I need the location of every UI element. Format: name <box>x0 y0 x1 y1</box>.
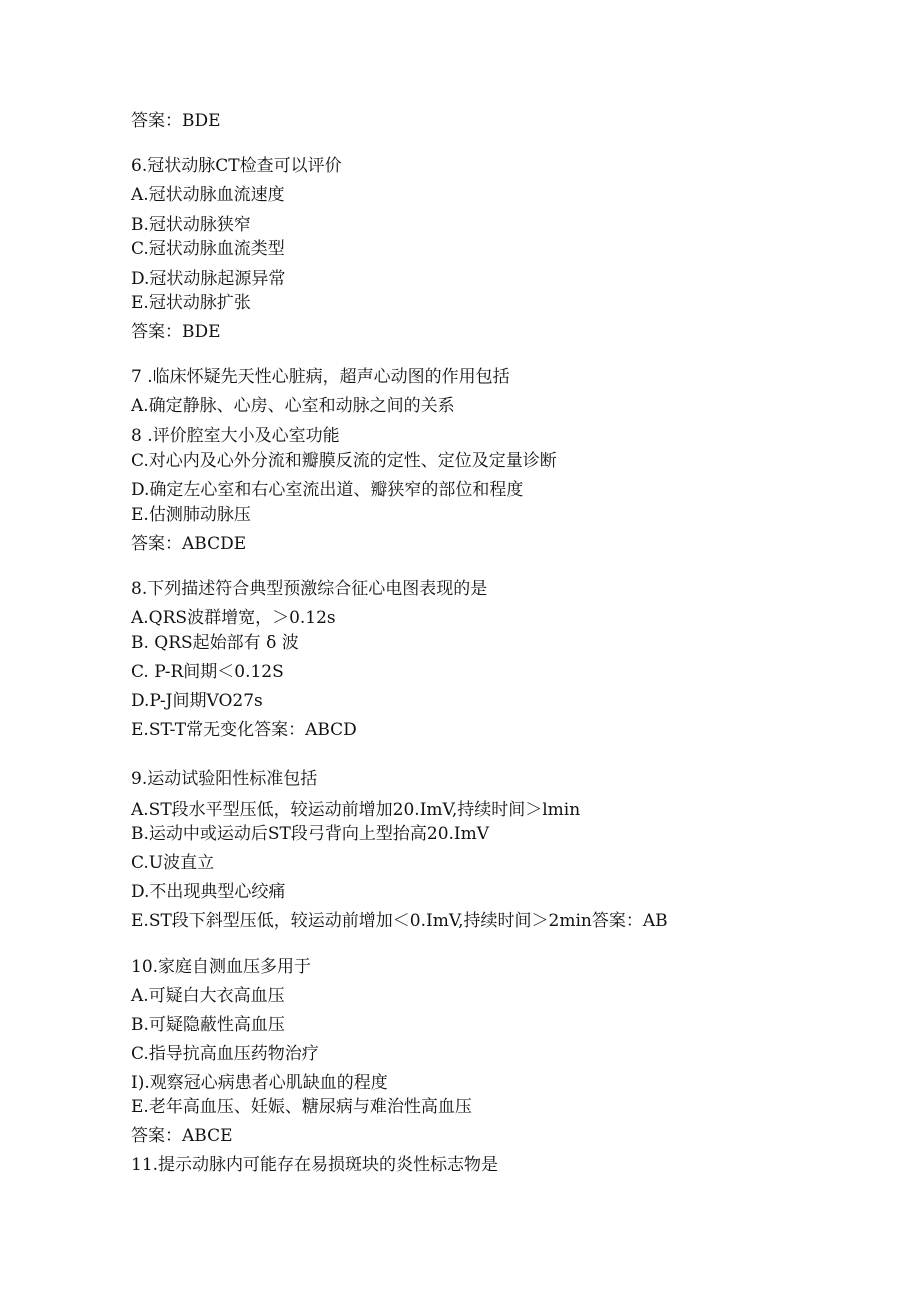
q10-option-b: B.可疑隐蔽性高血压 <box>131 1015 285 1035</box>
question-8: 8.下列描述符合典型预激综合征心电图表现的是 <box>131 579 488 599</box>
answer-q5: 答案：BDE <box>131 111 221 131</box>
answer-q6: 答案：BDE <box>131 322 221 342</box>
question-9: 9.运动试验阳性标准包括 <box>131 769 318 789</box>
q8-option-c: C. P-R间期＜0.12S <box>131 662 284 682</box>
answer-q10: 答案：ABCE <box>131 1126 233 1146</box>
q6-option-a: A.冠状动脉血流速度 <box>131 185 285 205</box>
answer-q7: 答案：ABCDE <box>131 534 247 554</box>
q9-option-d: D.不出现典型心绞痛 <box>131 882 286 902</box>
q10-option-c: C.指导抗高血压药物治疗 <box>131 1044 319 1064</box>
q7-option-d: D.确定左心室和右心室流出道、瓣狭窄的部位和程度 <box>131 480 524 500</box>
q6-option-e: E.冠状动脉扩张 <box>131 293 251 313</box>
q9-option-a: A.ST段水平型压低，较运动前增加20.ImV,持续时间＞lmin <box>131 800 581 820</box>
q7-option-b: 8 .评价腔室大小及心室功能 <box>131 426 340 446</box>
q6-option-b: B.冠状动脉狭窄 <box>131 215 251 235</box>
question-11: 11.提示动脉内可能存在易损斑块的炎性标志物是 <box>131 1155 499 1175</box>
q8-option-e-answer: E.ST-T常无变化答案：ABCD <box>131 720 357 740</box>
q6-option-d: D.冠状动脉起源异常 <box>131 269 286 289</box>
q8-option-b: B. QRS起始部有 δ 波 <box>131 633 299 653</box>
q10-option-d: I).观察冠心病患者心肌缺血的程度 <box>131 1073 388 1093</box>
question-10: 10.家庭自测血压多用于 <box>131 957 312 977</box>
q8-option-a: A.QRS波群增宽，＞0.12s <box>131 608 336 628</box>
question-7: 7 .临床怀疑先天性心脏病，超声心动图的作用包括 <box>131 367 510 387</box>
q9-option-b: B.运动中或运动后ST段弓背向上型抬高20.ImV <box>131 824 490 844</box>
q7-option-c: C.对心内及心外分流和瓣膜反流的定性、定位及定量诊断 <box>131 451 557 471</box>
q7-option-a: A.确定静脉、心房、心室和动脉之间的关系 <box>131 396 455 416</box>
q10-option-a: A.可疑白大衣高血压 <box>131 986 285 1006</box>
q9-option-e-answer: E.ST段下斜型压低，较运动前增加＜0.ImV,持续时间＞2min答案：AB <box>131 911 668 931</box>
question-6: 6.冠状动脉CT检查可以评价 <box>131 156 342 176</box>
q7-option-e: E.估测肺动脉压 <box>131 505 251 525</box>
q8-option-d: D.P-J间期VO27s <box>131 691 263 711</box>
q6-option-c: C.冠状动脉血流类型 <box>131 239 285 259</box>
q10-option-e: E.老年高血压、妊娠、糖尿病与难治性高血压 <box>131 1097 472 1117</box>
q9-option-c: C.U波直立 <box>131 853 215 873</box>
